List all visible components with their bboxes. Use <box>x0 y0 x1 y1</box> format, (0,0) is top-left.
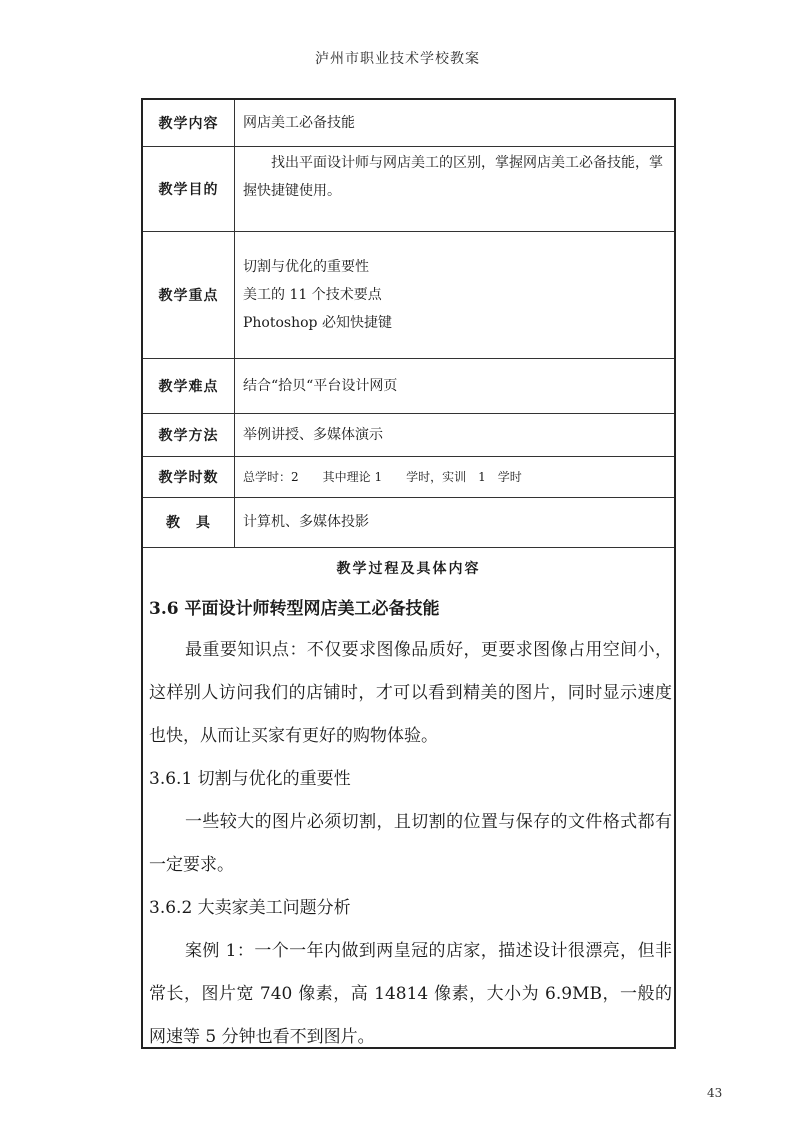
process-title: 教学过程及具体内容 <box>336 561 481 577</box>
row-value-tools: 计算机、多媒体投影 <box>235 497 675 547</box>
paragraph-case-1: 案例 1：一个一年内做到两皇冠的店家，描述设计很漂亮，但非常长，图片宽 740 像素，高 14814 像素，大小为 6.9MB，一般的网速等 5 分钟也看不到图片。 <box>149 941 672 1047</box>
key-point-2: 美工的 11 个技术要点 <box>243 286 382 303</box>
table-row <box>143 413 674 456</box>
table-row <box>143 358 674 413</box>
row-label-tools: 教 具 <box>143 497 235 547</box>
row-value-key-points <box>235 231 675 358</box>
table-row <box>143 100 674 146</box>
row-label-content: 教学内容 <box>143 100 235 146</box>
goal-text: 找出平面设计师与网店美工的区别，掌握网店美工必备技能，掌握快捷键使用。 <box>243 154 663 199</box>
paragraph-key-knowledge: 最重要知识点：不仅要求图像品质好，更要求图像占用空间小，这样别人访问我们的店铺时，才可以看到精美的图片，同时显示速度也快，从而让买家有更好的购物体验。 <box>149 640 672 746</box>
lesson-plan-frame <box>141 98 676 1049</box>
row-value-hours: 总学时：2 其中理论 1 学时，实训 1 学时 <box>235 456 675 497</box>
row-value-content: 网店美工必备技能 <box>235 100 675 146</box>
table-row <box>143 497 674 547</box>
row-value-method: 举例讲授、多媒体演示 <box>235 413 675 456</box>
row-label-method: 教学方法 <box>143 413 235 456</box>
row-label-difficulty: 教学难点 <box>143 358 235 413</box>
key-point-1: 切割与优化的重要性 <box>243 258 369 275</box>
row-label-hours: 教学时数 <box>143 456 235 497</box>
row-value-goal <box>235 146 675 231</box>
subheading-analysis: 3.6.2 大卖家美工问题分析 <box>149 898 351 918</box>
lesson-content <box>149 589 672 1059</box>
row-value-difficulty: 结合“拾贝“平台设计网页 <box>235 358 675 413</box>
page-number: 43 <box>707 1086 723 1100</box>
page-header: 泸州市职业技术学校教案 <box>315 51 480 67</box>
subheading-cutting: 3.6.1 切割与优化的重要性 <box>149 769 351 789</box>
key-point-3: Photoshop 必知快捷键 <box>243 314 392 331</box>
section-heading: 3.6 平面设计师转型网店美工必备技能 <box>149 599 440 619</box>
paragraph-cutting: 一些较大的图片必须切割，且切割的位置与保存的文件格式都有一定要求。 <box>149 812 672 875</box>
lesson-info-table <box>143 100 674 548</box>
table-row <box>143 456 674 497</box>
table-row <box>143 231 674 358</box>
row-label-goal: 教学目的 <box>143 146 235 231</box>
row-label-key-points: 教学重点 <box>143 231 235 358</box>
table-row <box>143 146 674 231</box>
